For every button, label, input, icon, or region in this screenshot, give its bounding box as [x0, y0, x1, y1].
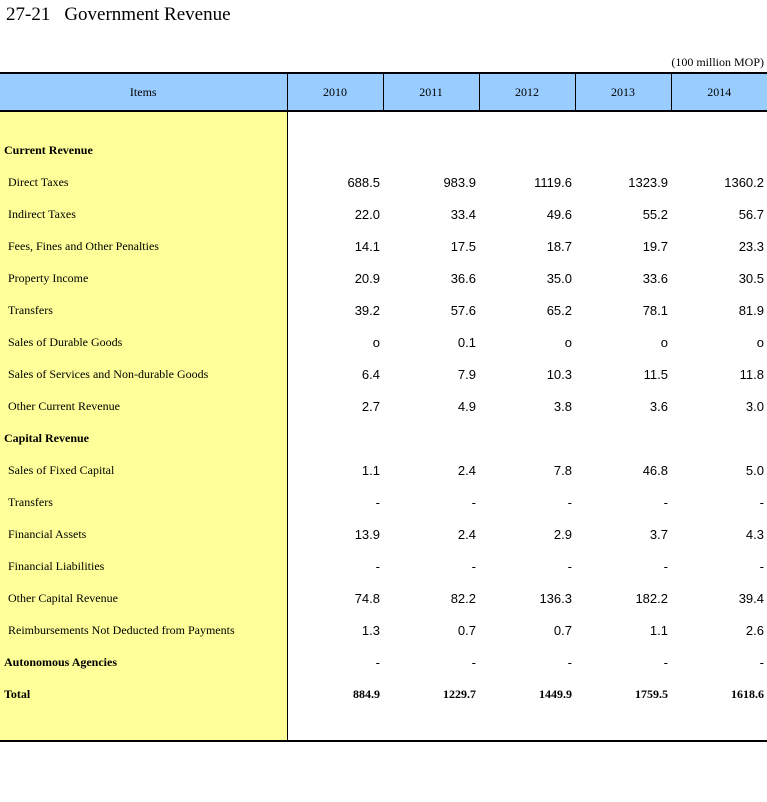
cell-value: 36.6	[450, 270, 476, 286]
cell-value: -	[759, 654, 764, 670]
cell-value: -	[375, 654, 380, 670]
row-label: Financial Liabilities	[0, 550, 287, 582]
cell-value: 983.9	[443, 174, 476, 190]
cell-value	[479, 134, 575, 166]
cell-value: 13.9	[354, 526, 380, 542]
cell-value: 2.7	[361, 398, 380, 414]
cell-value: 17.5	[450, 238, 476, 254]
cell-value: 7.8	[553, 462, 572, 478]
cell-value: 136.3	[539, 590, 572, 606]
header-year: 2011	[383, 73, 479, 111]
row-label: Sales of Services and Non-durable Goods	[0, 358, 287, 390]
cell-value	[479, 422, 575, 454]
section-row	[0, 422, 767, 454]
cell-value: 2.4	[457, 526, 476, 542]
cell-value: 14.1	[354, 238, 380, 254]
row-label: Indirect Taxes	[0, 198, 287, 230]
cell-value: 7.9	[457, 366, 476, 382]
cell-value: 39.4	[738, 590, 764, 606]
row-label: Financial Assets	[0, 518, 287, 550]
cell-value: 30.5	[738, 270, 764, 286]
cell-value: 1.3	[361, 622, 380, 638]
cell-value: 6.4	[361, 366, 380, 382]
table-row	[0, 262, 767, 294]
cell-value: 65.2	[546, 302, 572, 318]
row-label: Autonomous Agencies	[0, 646, 287, 678]
table-body	[0, 111, 767, 741]
cell-value: 884.9	[353, 686, 380, 701]
cell-value: 49.6	[546, 206, 572, 222]
row-label: Transfers	[0, 486, 287, 518]
table-row	[0, 230, 767, 262]
cell-value: 3.8	[553, 398, 572, 414]
cell-value: -	[471, 654, 476, 670]
cell-value: 3.6	[649, 398, 668, 414]
cell-value: 3.7	[649, 526, 668, 542]
cell-value: 55.2	[642, 206, 668, 222]
cell-value: 5.0	[745, 462, 764, 478]
cell-value: o	[756, 334, 764, 350]
cell-value: 18.7	[546, 238, 572, 254]
table-row	[0, 486, 767, 518]
page-title	[6, 4, 231, 26]
row-label: Capital Revenue	[0, 422, 287, 454]
cell-value: 19.7	[642, 238, 668, 254]
cell-value: 4.3	[745, 526, 764, 542]
cell-value	[287, 422, 383, 454]
row-label: Other Current Revenue	[0, 390, 287, 422]
row-label: Direct Taxes	[0, 166, 287, 198]
cell-value: -	[567, 558, 572, 574]
cell-value: 3.0	[745, 398, 764, 414]
cell-value: 74.8	[354, 590, 380, 606]
cell-value: 82.2	[450, 590, 476, 606]
cell-value: 11.8	[739, 366, 764, 382]
cell-value: 1119.6	[534, 174, 572, 190]
cell-value: -	[375, 558, 380, 574]
spacer-row	[0, 710, 767, 741]
row-label: Current Revenue	[0, 134, 287, 166]
cell-value: 39.2	[354, 302, 380, 318]
cell-value	[575, 422, 671, 454]
cell-value: -	[567, 494, 572, 510]
cell-value: 2.4	[457, 462, 476, 478]
cell-value: -	[567, 654, 572, 670]
cell-value: 56.7	[738, 206, 764, 222]
cell-value	[383, 134, 479, 166]
cell-value: -	[663, 558, 668, 574]
cell-value: 11.5	[643, 366, 668, 382]
table-row	[0, 390, 767, 422]
table-row	[0, 614, 767, 646]
table-row	[0, 582, 767, 614]
row-label: Total	[0, 678, 287, 710]
cell-value: 1.1	[361, 462, 380, 478]
cell-value	[287, 134, 383, 166]
table-row	[0, 198, 767, 230]
cell-value: 688.5	[347, 174, 380, 190]
cell-value: -	[471, 494, 476, 510]
cell-value: 81.9	[738, 302, 764, 318]
cell-value: 33.4	[450, 206, 476, 222]
cell-value: o	[660, 334, 668, 350]
header-row	[0, 73, 767, 111]
unit-note: (100 million MOP)	[671, 55, 764, 69]
row-label: Sales of Fixed Capital	[0, 454, 287, 486]
cell-value: 35.0	[546, 270, 572, 286]
cell-value: -	[471, 558, 476, 574]
row-label: Reimbursements Not Deducted from Payments	[0, 614, 287, 646]
cell-value: 0.7	[457, 622, 476, 638]
cell-value: 23.3	[738, 238, 764, 254]
cell-value: 2.6	[745, 622, 764, 638]
cell-value	[383, 422, 479, 454]
cell-value: 1360.2	[724, 174, 764, 190]
cell-value: o	[564, 334, 572, 350]
cell-value: 1229.7	[443, 686, 476, 701]
total-row	[0, 678, 767, 710]
cell-value: -	[663, 654, 668, 670]
cell-value: 1618.6	[731, 686, 764, 701]
cell-value: 78.1	[642, 302, 668, 318]
cell-value: 1449.9	[539, 686, 572, 701]
cell-value: 33.6	[642, 270, 668, 286]
row-label: Sales of Durable Goods	[0, 326, 287, 358]
header-year: 2014	[671, 73, 767, 111]
cell-value: 22.0	[354, 206, 380, 222]
cell-value: 10.3	[546, 366, 572, 382]
cell-value: 1759.5	[635, 686, 668, 701]
cell-value: 4.9	[457, 398, 476, 414]
cell-value: 0.1	[457, 334, 476, 350]
spacer-row	[0, 111, 767, 134]
table-row	[0, 550, 767, 582]
table-title: Government Revenue	[64, 4, 231, 25]
row-label: Fees, Fines and Other Penalties	[0, 230, 287, 262]
cell-value: -	[375, 494, 380, 510]
table-row	[0, 326, 767, 358]
revenue-table-container	[0, 72, 767, 742]
cell-value: -	[759, 494, 764, 510]
table-row	[0, 358, 767, 390]
table-row	[0, 166, 767, 198]
table-row	[0, 454, 767, 486]
cell-value: 182.2	[635, 590, 668, 606]
header-year: 2010	[287, 73, 383, 111]
cell-value: 1323.9	[628, 174, 668, 190]
row-label: Other Capital Revenue	[0, 582, 287, 614]
cell-value: 0.7	[553, 622, 572, 638]
cell-value: 57.6	[450, 302, 476, 318]
row-label: Property Income	[0, 262, 287, 294]
section-row	[0, 646, 767, 678]
cell-value: 1.1	[649, 622, 668, 638]
cell-value	[671, 422, 767, 454]
table-row	[0, 518, 767, 550]
table-header	[0, 73, 767, 111]
table-number: 27-21	[6, 4, 51, 25]
cell-value: 20.9	[354, 270, 380, 286]
cell-value: -	[759, 558, 764, 574]
section-row	[0, 134, 767, 166]
cell-value: 46.8	[642, 462, 668, 478]
revenue-table	[0, 72, 767, 742]
table-row	[0, 294, 767, 326]
cell-value	[575, 134, 671, 166]
cell-value	[671, 134, 767, 166]
cell-value: o	[372, 334, 380, 350]
header-year: 2013	[575, 73, 671, 111]
cell-value: -	[663, 494, 668, 510]
header-year: 2012	[479, 73, 575, 111]
cell-value: 2.9	[553, 526, 572, 542]
row-label: Transfers	[0, 294, 287, 326]
header-items: Items	[0, 73, 287, 111]
